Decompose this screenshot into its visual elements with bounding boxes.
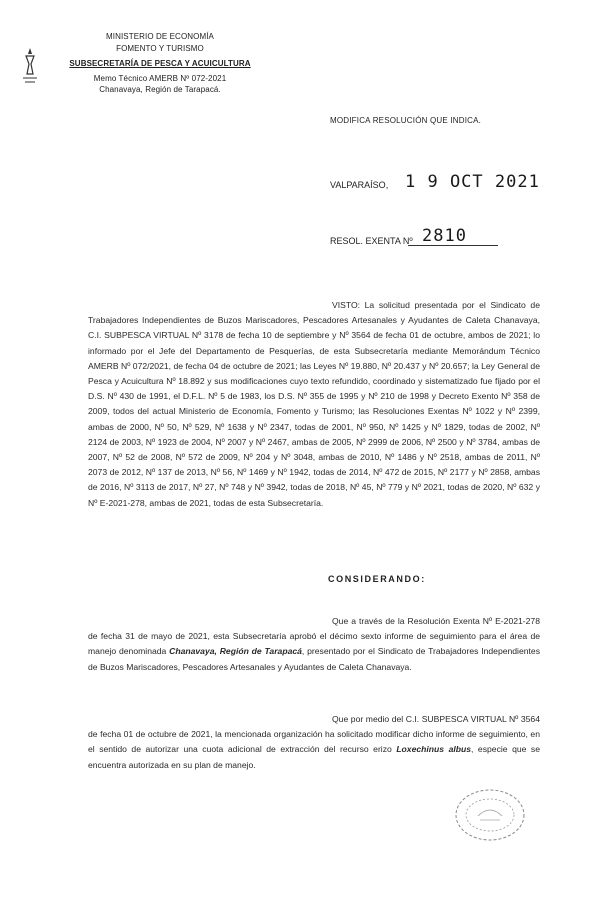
cons2-emphasis: Loxechinus albus	[396, 744, 472, 755]
resolution-label: RESOL. EXENTA Nº	[330, 236, 413, 246]
considerando-paragraph-2	[88, 712, 540, 773]
cons2-text-b: , especie que se encuentra autorizada en su plan de manejo.	[88, 744, 540, 770]
memo-reference: Memo Técnico AMERB Nº 072-2021	[93, 74, 227, 83]
cons1-text-a: Que a través de la Resolución Exenta Nº E-2021-278 de fecha 31 de mayo de 2021, esta Subsecretaría aprobó el décimo sexto informe de seguimiento para el área de manejo denominada	[88, 616, 540, 657]
visto-paragraph: VISTO: La solicitud presentada por el Sindicato de Trabajadores Independientes de Buzos Mariscadores, Pescadores Artesanales y Ayudantes de Caleta Chanavaya, C.I. SUBPESCA VIRTUAL Nº 3178 de fecha 10 de septiembre y Nº 3564 de fecha 01 de octubre, ambos de 2021; lo informado por el Jefe del Departamento de Pesquerías, de esta Subsecretaría mediante Memorándum Técnico AMERB Nº 072/2021, de fecha 04 de octubre de 2021; las Leyes Nº 19.880, Nº 20.437 y Nº 20.657; la Ley General de Pesca y Acuicultura Nº 18.892 y sus modificaciones cuyo texto refundido, coordinado y sistematizado fue fijado por el D.S. Nº 430 de 1991, el D.F.L. Nº 5 de 1983, los D.S. Nº 355 de 1995 y Nº 210 de 1998 y Decreto Exento Nº 358 de 2009, todos del actual Ministerio de Economía, Fomento y Turismo; las Resoluciones Exentas Nº 1022 y Nº 2399, ambas de 2000, Nº 50, Nº 529, Nº 1638 y Nº 2347, todas de 2001, Nº 950, Nº 1425 y Nº 1829, todas de 2002, Nº 2124 de 2003, Nº 1923 de 2004, Nº 2007 y Nº 2467, ambas de 2005, Nº 2999 de 2006, Nº 2500 y Nº 3784, ambas de 2007, Nº 52 de 2008, Nº 572 de 2009, Nº 204 y Nº 3048, ambas de 2010, Nº 1486 y Nº 2518, ambas de 2011, Nº 2073 de 2012, Nº 137 de 2013, Nº 56, Nº 1469 y Nº 1942, todas de 2014, Nº 472 de 2015, Nº 2177 y Nº 2858, ambas de 2016, Nº 3113 de 2017, Nº 27, Nº 748 y Nº 3942, todas de 2018, Nº 45, Nº 779 y Nº 2021, todas de 2020, Nº 632 y Nº E-2021-278, ambas de 2021, todas de esta Subsecretaría.	[88, 300, 540, 508]
ministry-name: MINISTERIO DE ECONOMÍA	[106, 32, 214, 41]
resolution-underline	[408, 245, 498, 246]
document-subject: MODIFICA RESOLUCIÓN QUE INDICA.	[330, 116, 482, 125]
place-label: VALPARAÍSO,	[330, 180, 389, 190]
date-stamp: 1 9 OCT 2021	[405, 172, 540, 192]
considerando-paragraph-1	[88, 614, 540, 675]
resolution-number: 2810	[422, 226, 467, 246]
ministry-emblem-icon	[20, 44, 40, 88]
location-reference: Chanavaya, Región de Tarapacá.	[99, 85, 221, 94]
cons1-text-b: , presentado por el Sindicato de Trabajadores Independientes de Buzos Mariscadores, Pescadores Artesanales y Ayudantes de Caleta Chanavaya.	[88, 646, 540, 672]
cons1-emphasis: Chanavaya, Región de Tarapacá	[169, 646, 302, 657]
subsecretaria-name: SUBSECRETARÍA DE PESCA Y ACUICULTURA	[69, 59, 251, 68]
ministry-subtitle: FOMENTO Y TURISMO	[116, 44, 204, 53]
official-seal-icon	[452, 786, 528, 844]
considerando-heading: CONSIDERANDO:	[328, 574, 426, 584]
cons2-text-a: Que por medio del C.I. SUBPESCA VIRTUAL Nº 3564 de fecha 01 de octubre de 2021, la mencionada organización ha solicitado modificar dicho informe de seguimiento, en el sentido de autorizar una cuota adicional de extracción del recurso erizo	[88, 714, 540, 755]
